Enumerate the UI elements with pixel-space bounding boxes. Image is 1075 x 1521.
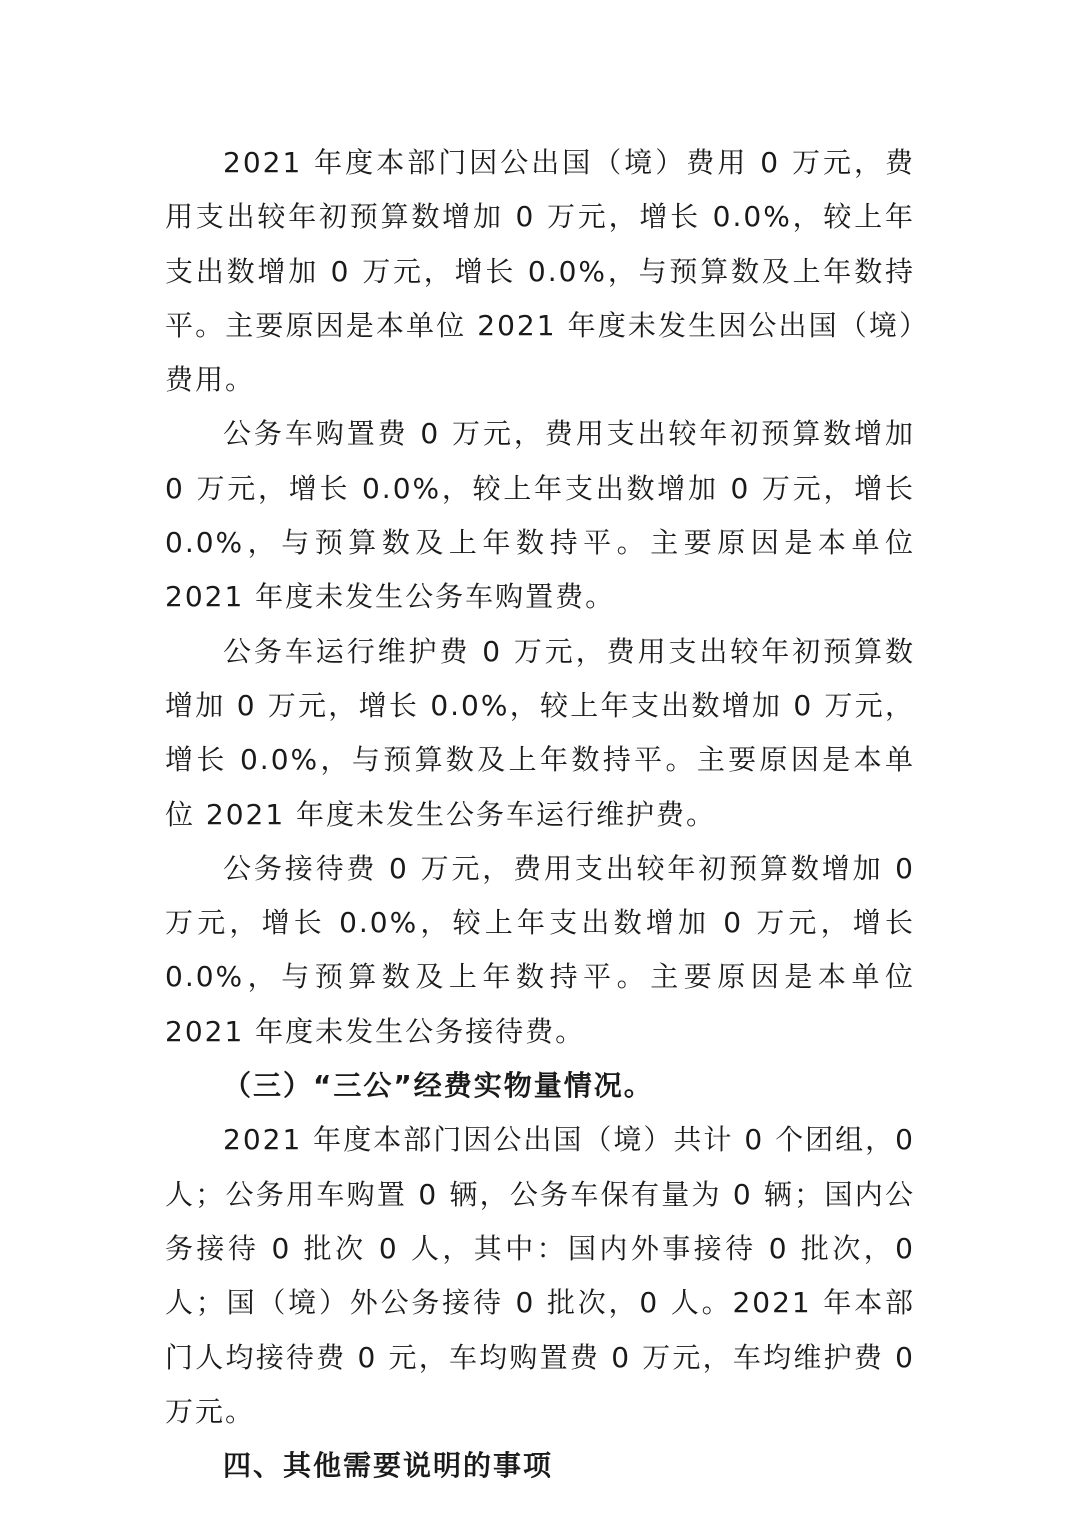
section-heading: 四、其他需要说明的事项 bbox=[223, 1449, 554, 1483]
paragraph-physical-quantity: 2021 年度本部门因公出国（境）共计 0 个团组，0 人；公务用车购置 0 辆，公务车保有量为 0 辆；国内公务接待 0 批次 0 人，其中：国内外事接待 0 批次，0 人；国（境）外公务接待 0 批次，0 人。2021 年本部门人均接待费 0 元，车均购置费 0 万元，车均维护费 0 万元。 bbox=[165, 1123, 915, 1428]
section-subheading: （三）“三公”经费实物量情况。 bbox=[223, 1069, 654, 1103]
paragraph-vehicle-purchase: 公务车购置费 0 万元，费用支出较年初预算数增加 0 万元，增长 0.0%，较上年支出数增加 0 万元，增长 0.0%，与预算数及上年数持平。主要原因是本单位 2021 年度未发生公务车购置费。 bbox=[165, 417, 915, 614]
document-body bbox=[165, 136, 915, 1493]
paragraph-reception: 公务接待费 0 万元，费用支出较年初预算数增加 0 万元，增长 0.0%，较上年支出数增加 0 万元，增长 0.0%，与预算数及上年数持平。主要原因是本单位 2021 年度未发生公务接待费。 bbox=[165, 851, 915, 1048]
paragraph-travel-abroad: 2021 年度本部门因公出国（境）费用 0 万元，费用支出较年初预算数增加 0 万元，增长 0.0%，较上年支出数增加 0 万元，增长 0.0%，与预算数及上年数持平。主要原因是本单位 2021 年度未发生因公出国（境）费用。 bbox=[165, 146, 915, 397]
paragraph-vehicle-maintenance: 公务车运行维护费 0 万元，费用支出较年初预算数增加 0 万元，增长 0.0%，较上年支出数增加 0 万元，增长 0.0%，与预算数及上年数持平。主要原因是本单位 2021 年度未发生公务车运行维护费。 bbox=[165, 634, 915, 831]
